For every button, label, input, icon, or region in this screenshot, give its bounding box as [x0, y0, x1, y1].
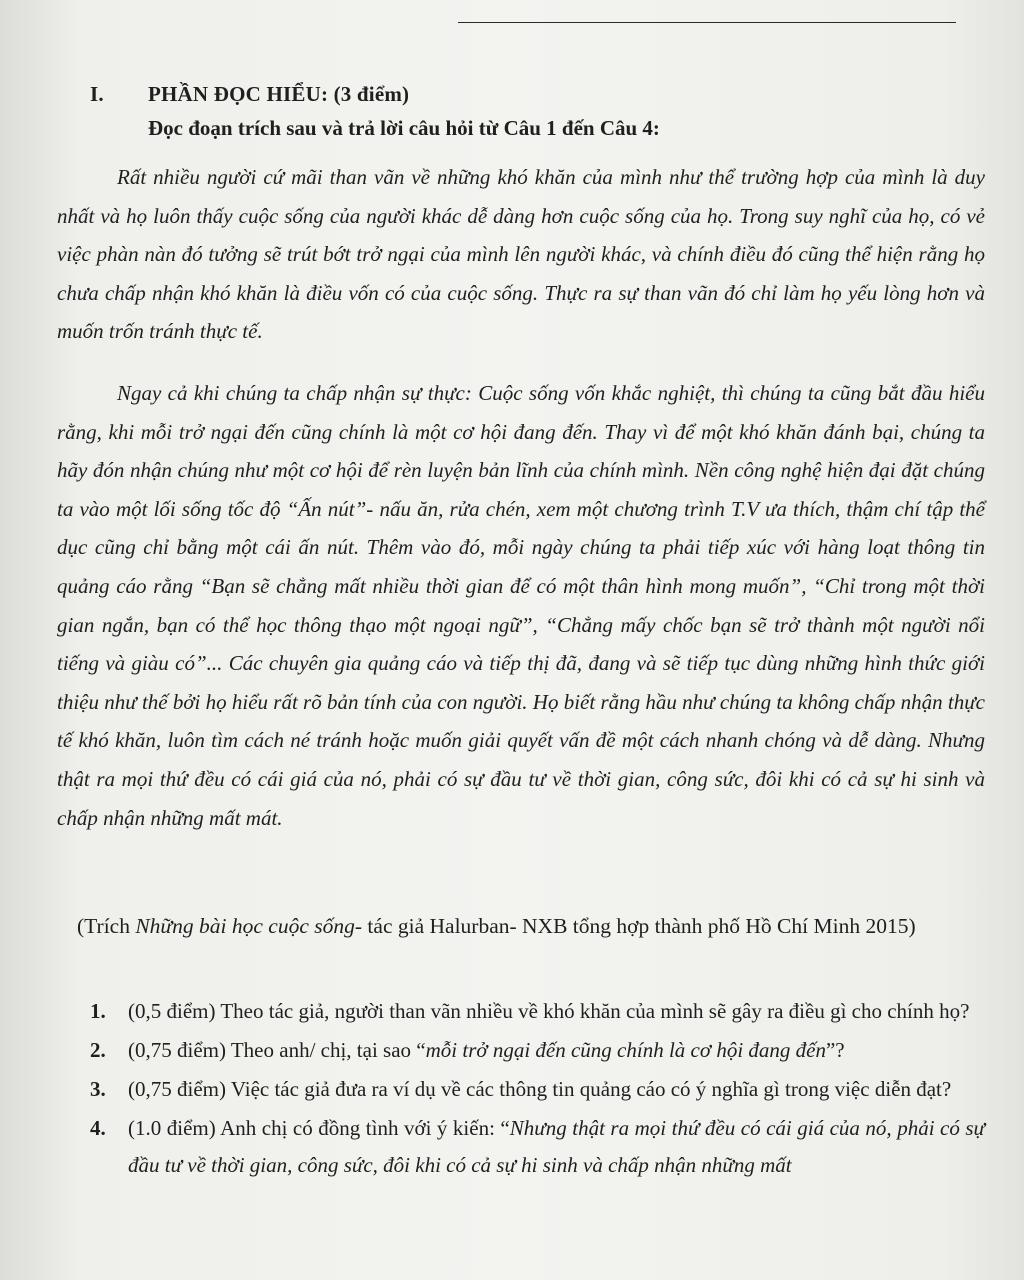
- section-number: I.: [90, 82, 104, 106]
- section-title: PHẦN ĐỌC HIỂU: (3 điểm): [148, 82, 410, 106]
- question-quote: Nhưng thật ra mọi thứ đều có cái giá của nó, phải có sự đầu tư về thời gian, công sức, đôi khi có cả sự hi sinh và chấp nhận những mất: [128, 1116, 985, 1177]
- question-text: (0,75 điểm) Theo anh/ chị, tại sao “: [128, 1038, 426, 1062]
- question-text: (0,5 điểm) Theo tác giả, người than vãn nhiều về khó khăn của mình sẽ gây ra điều gì cho chính họ?: [128, 999, 970, 1023]
- top-divider-line: [458, 22, 956, 23]
- question-item: [90, 1071, 985, 1108]
- question-text: (1.0 điểm) Anh chị có đồng tình với ý kiến: “: [128, 1116, 510, 1140]
- passage-paragraph-1: Rất nhiều người cứ mãi than vãn về những khó khăn của mình như thể trường hợp của mình là duy nhất và họ luôn thấy cuộc sống của người khác dễ dàng hơn cuộc sống của họ. Trong suy nghĩ của họ, có vẻ việc phàn nàn đó tưởng sẽ trút bớt trở ngại của mình lên người khác, và chính điều đó cũng thể hiện rằng họ chưa chấp nhận khó khăn là điều vốn có của cuộc sống. Thực ra sự than vãn đó chỉ làm họ yếu lòng hơn và muốn trốn tránh thực tế.: [57, 165, 985, 344]
- passage-citation: [57, 905, 985, 947]
- question-quote: mỗi trở ngại đến cũng chính là cơ hội đang đến: [425, 1038, 826, 1062]
- question-number: 3.: [90, 1077, 106, 1101]
- passage-paragraph-2: Ngay cả khi chúng ta chấp nhận sự thực: Cuộc sống vốn khắc nghiệt, thì chúng ta cũng bắt đầu hiểu rằng, khi mỗi trở ngại đến cũng chính là một cơ hội đang đến. Thay vì để một khó khăn đánh bại, chúng ta hãy đón nhận chúng như một cơ hội để rèn luyện bản lĩnh của chính mình. Nền công nghệ hiện đại đặt chúng ta vào một lối sống tốc độ “Ấn nút”- nấu ăn, rửa chén, xem một chương trình T.V ưa thích, thậm chí tập thể dục cũng chỉ bằng một cái ấn nút. Thêm vào đó, mỗi ngày chúng ta phải tiếp xúc với hàng loạt thông tin quảng cáo rằng “Bạn sẽ chẳng mất nhiều thời gian để có một thân hình mong muốn”, “Chỉ trong một thời gian ngắn, bạn có thể học thông thạo một ngoại ngữ”, “Chẳng mấy chốc bạn sẽ trở thành một người nổi tiếng và giàu có”... Các chuyên gia quảng cáo và tiếp thị đã, đang và sẽ tiếp tục dùng những hình thức giới thiệu như thế bởi họ hiểu rất rõ bản tính của con người. Họ biết rằng hầu như chúng ta không chấp nhận thực tế khó khăn, luôn tìm cách né tránh hoặc muốn giải quyết vấn đề một cách nhanh chóng và dễ dàng. Nhưng thật ra mọi thứ đều có cái giá của nó, phải có sự đầu tư về thời gian, công sức, đôi khi có cả sự hi sinh và chấp nhận những mất mát.: [57, 381, 985, 830]
- section-heading: [90, 82, 409, 107]
- question-text-end: ”?: [825, 1038, 845, 1062]
- citation-prefix: (Trích: [77, 914, 136, 938]
- question-number: 4.: [90, 1116, 106, 1140]
- citation-suffix: - tác giả Halurban- NXB tổng hợp thành phố Hồ Chí Minh 2015): [354, 914, 916, 938]
- question-list: [90, 993, 985, 1186]
- question-number: 1.: [90, 999, 106, 1023]
- question-item: [90, 993, 985, 1030]
- section-instruction: Đọc đoạn trích sau và trả lời câu hỏi từ Câu 1 đến Câu 4:: [148, 116, 660, 140]
- question-item: [90, 1110, 985, 1184]
- question-text: (0,75 điểm) Việc tác giả đưa ra ví dụ về các thông tin quảng cáo có ý nghĩa gì trong việc diễn đạt?: [128, 1077, 952, 1101]
- question-number: 2.: [90, 1038, 106, 1062]
- question-item: [90, 1032, 985, 1069]
- citation-book-title: Những bài học cuộc sống: [135, 914, 355, 938]
